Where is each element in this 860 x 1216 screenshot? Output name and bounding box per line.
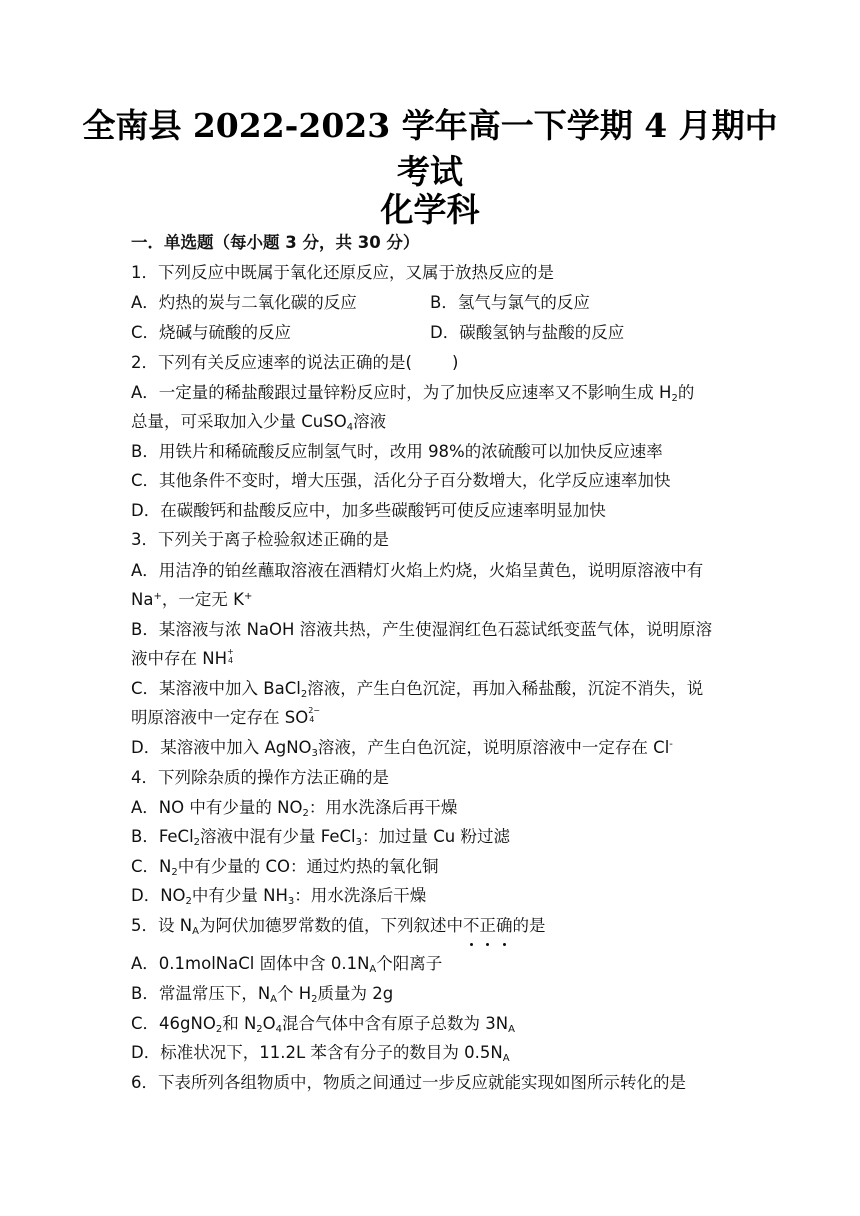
q5-stem: 5．设 $N_A$为阿伏加德罗常数的值，下列叙述中不 正 确 的是 [131,915,545,937]
q3-option-d: D．某溶液中加入 AgNO$_3$溶液，产生白色沉淀，说明原溶液中一定存在 Cl- [131,738,673,759]
emphasis-char: 正 [479,915,496,937]
q2-option-a-line1: A．一定量的稀盐酸跟过量锌粉反应时，为了加快反应速率又不影响生成 $H_2$的 [131,383,695,404]
q4-option-c: C．$N_2$中有少量的 CO：通过灼热的氧化铜 [131,857,439,878]
exam-subtitle: 化学科 [380,190,480,229]
q5-option-a: A．0.1molNaCl 固体中含 $0.1N_A$个阳离子 [131,954,443,975]
q5-option-d: D．标准状况下，11.2L 苯含有分子的数目为 $0.5N_A$ [131,1043,510,1064]
q4-option-b: B．FeCl$_2$溶液中混有少量 FeCl$_3$：加过量 Cu 粉过滤 [131,827,510,848]
q4-option-d: D．$NO_2$中有少量 $NH_3$：用水洗涤后干燥 [131,886,427,907]
q4-option-a: A．NO 中有少量的 $NO_2$：用水洗涤后再干燥 [131,798,458,819]
q1-option-b: B．氢气与氯气的反应 [430,293,590,312]
q2-option-b: B．用铁片和稀硫酸反应制氢气时，改用 98%的浓硫酸可以加快反应速率 [131,442,663,461]
emphasis-dot [503,943,506,946]
q3-option-c-line1: C．某溶液中加入 BaCl$_2$溶液，产生白色沉淀，再加入稀盐酸，沉淀不消失，说 [131,679,704,700]
q6-stem: 6．下表所列各组物质中，物质之间通过一步反应就能实现如图所示转化的是 [131,1073,686,1092]
q5-option-b: B．常温常压下，$N_A$个 $H_2$质量为 2g [131,984,394,1005]
q1-option-a: A．灼热的炭与二氧化碳的反应 [131,293,357,312]
emphasis-dot [470,943,473,946]
q2-stem: 2．下列有关反应速率的说法正确的是( ) [131,353,459,372]
emphasis-char: 不 [463,915,480,937]
emphasis-char: 确 [496,915,513,937]
q3-option-a-line2: Na+，一定无 K+ [131,590,253,609]
q3-option-b-line2: 液中存在 NH + 4 [131,648,237,670]
q2-option-d: D．在碳酸钙和盐酸反应中，加多些碳酸钙可使反应速率明显加快 [131,501,606,520]
exam-title-line1: 全南县 2022-2023 学年高一下学期 4 月期中 [82,106,778,145]
q3-option-c-line2: 明原溶液中一定存在 SO 2− 4 [131,706,321,727]
q1-stem: 1．下列反应中既属于氧化还原反应，又属于放热反应的是 [131,263,554,282]
q4-stem: 4．下列除杂质的操作方法正确的是 [131,768,389,787]
section-heading: 一．单选题（每小题 3 分，共 30 分） [131,233,420,252]
q5-option-c: C．46gNO$_2$和 $N_2O_4$混合气体中含有原子总数为 $3N_A$ [131,1014,515,1035]
sulfate-script: 2− 4 [308,706,321,724]
emphasis-dot [486,943,489,946]
ammonium-script: + 4 [227,647,234,665]
q1-option-c: C．烧碱与硫酸的反应 [131,323,292,342]
q2-option-c: C．其他条件不变时，增大压强，活化分子百分数增大，化学反应速率加快 [131,471,671,490]
q3-stem: 3．下列关于离子检验叙述正确的是 [131,530,389,549]
q3-option-a-line1: A．用洁净的铂丝蘸取溶液在酒精灯火焰上灼烧，火焰呈黄色，说明原溶液中有 [131,561,704,580]
q3-option-b-line1: B．某溶液与浓 NaOH 溶液共热，产生使湿润红色石蕊试纸变蓝气体，说明原溶 [131,620,713,639]
exam-title-line2: 考试 [397,152,463,191]
q1-option-d: D．碳酸氢钠与盐酸的反应 [430,323,625,342]
q2-option-a-line2: 总量，可采取加入少量 CuSO$_4$溶液 [131,412,387,433]
